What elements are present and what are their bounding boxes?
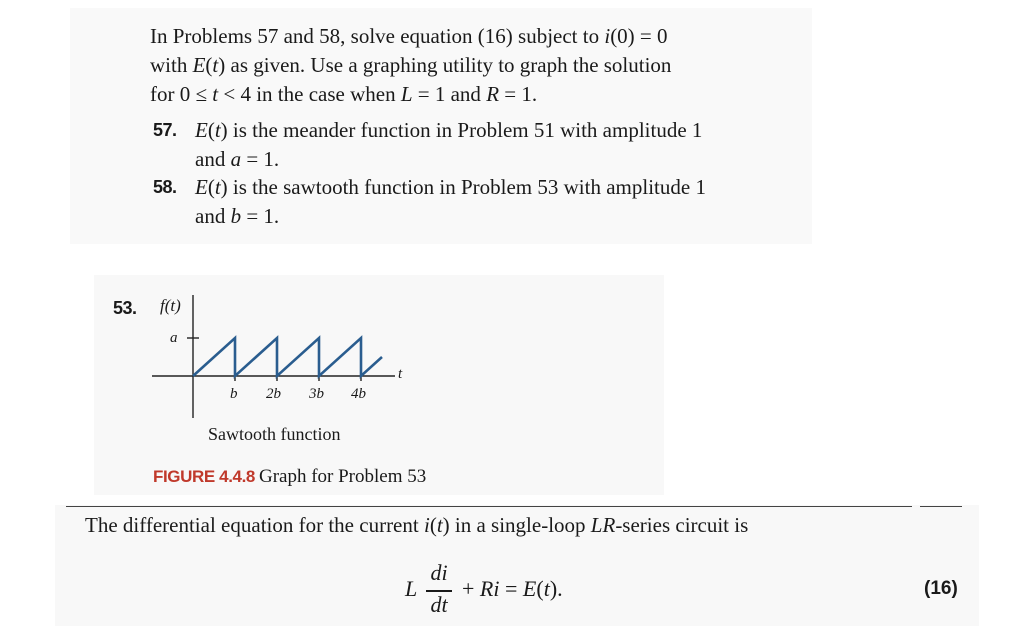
body-text: ) in a single-loop xyxy=(442,513,591,537)
intro-line-2 xyxy=(150,51,671,80)
problem-57-line-1 xyxy=(195,116,702,145)
figure-caption xyxy=(153,466,426,488)
var-t: t xyxy=(214,118,221,142)
intro-var-t: t xyxy=(212,82,219,106)
divider xyxy=(920,506,962,507)
y-axis-label: f(t) xyxy=(160,296,181,315)
intro-var-E: E xyxy=(192,53,206,77)
eq-E: E xyxy=(522,576,537,601)
eq-Ri: Ri xyxy=(479,576,500,601)
sawtooth-curve xyxy=(193,338,382,376)
intro-text: with xyxy=(150,53,193,77)
problem-58-number: 58. xyxy=(153,177,177,197)
problem-58-line-1 xyxy=(195,173,706,202)
problem-text: ) is the meander function in Problem 51 with amplitude 1 xyxy=(220,118,703,142)
x-tick-label-2b: 2b xyxy=(266,386,281,402)
x-tick-label-3b: 3b xyxy=(309,386,324,402)
problem-text: ( xyxy=(207,118,215,142)
intro-text: (0) = 0 xyxy=(610,24,668,48)
var-LR: LR xyxy=(590,513,616,537)
intro-var-L: L xyxy=(400,82,413,106)
var-E: E xyxy=(195,118,208,142)
eq-fraction-denominator: dt xyxy=(430,592,448,617)
intro-var-R: R xyxy=(486,82,500,106)
eq-tail: ). xyxy=(549,576,563,601)
var-i: i xyxy=(423,513,430,537)
eq-t: t xyxy=(543,576,550,601)
problem-text: = 1. xyxy=(241,147,280,171)
intro-text: = 1. xyxy=(499,82,538,106)
intro-var-t: t xyxy=(212,53,219,77)
problem-text: and xyxy=(195,147,231,171)
figure-caption-text: Graph for Problem 53 xyxy=(258,466,427,487)
problem-text: ) is the sawtooth function in Problem 53 with amplitude 1 xyxy=(220,175,706,199)
intro-text: In Problems 57 and 58, solve equation (16) subject to xyxy=(150,24,605,48)
intro-line-1 xyxy=(150,22,668,51)
eq-L: L xyxy=(405,576,418,601)
eq-plus: + xyxy=(462,576,480,601)
intro-var-i: i xyxy=(604,24,611,48)
intro-line-3 xyxy=(150,80,537,109)
x-tick-label-4b: 4b xyxy=(351,386,366,402)
problem-57-line-2 xyxy=(195,145,279,174)
eq-paren: ( xyxy=(536,576,544,601)
figure-problem-number: 53. xyxy=(113,298,137,318)
intro-text: < 4 in the case when xyxy=(218,82,401,106)
sawtooth-graph xyxy=(140,290,420,430)
figure-label: FIGURE 4.4.8 xyxy=(153,467,255,486)
var-b: b xyxy=(230,204,242,228)
y-tick-label: a xyxy=(170,330,178,346)
problem-text: = 1. xyxy=(241,204,280,228)
circuit-description xyxy=(85,511,748,540)
intro-text: for 0 ≤ xyxy=(150,82,213,106)
problem-58-line-2 xyxy=(195,202,279,231)
var-t: t xyxy=(214,175,221,199)
var-t: t xyxy=(436,513,443,537)
body-text: The differential equation for the current xyxy=(85,513,424,537)
x-axis-label: t xyxy=(398,366,403,382)
equation-number: (16) xyxy=(924,578,958,599)
problem-57-number: 57. xyxy=(153,120,177,140)
problem-text: ( xyxy=(207,175,215,199)
eq-rhs xyxy=(462,576,563,602)
var-a: a xyxy=(230,147,242,171)
intro-text: = 1 and xyxy=(412,82,487,106)
x-tick-label-b: b xyxy=(230,386,238,402)
body-text: -series circuit is xyxy=(615,513,749,537)
intro-text: ) as given. Use a graphing utility to graph the solution xyxy=(218,53,672,77)
eq-equals: = xyxy=(499,576,523,601)
graph-caption: Sawtooth function xyxy=(208,424,341,444)
body-text: ( xyxy=(429,513,437,537)
var-E: E xyxy=(195,175,208,199)
divider xyxy=(66,506,912,507)
eq-fraction-numerator: di xyxy=(430,560,448,585)
intro-text: ( xyxy=(205,53,213,77)
problem-text: and xyxy=(195,204,231,228)
